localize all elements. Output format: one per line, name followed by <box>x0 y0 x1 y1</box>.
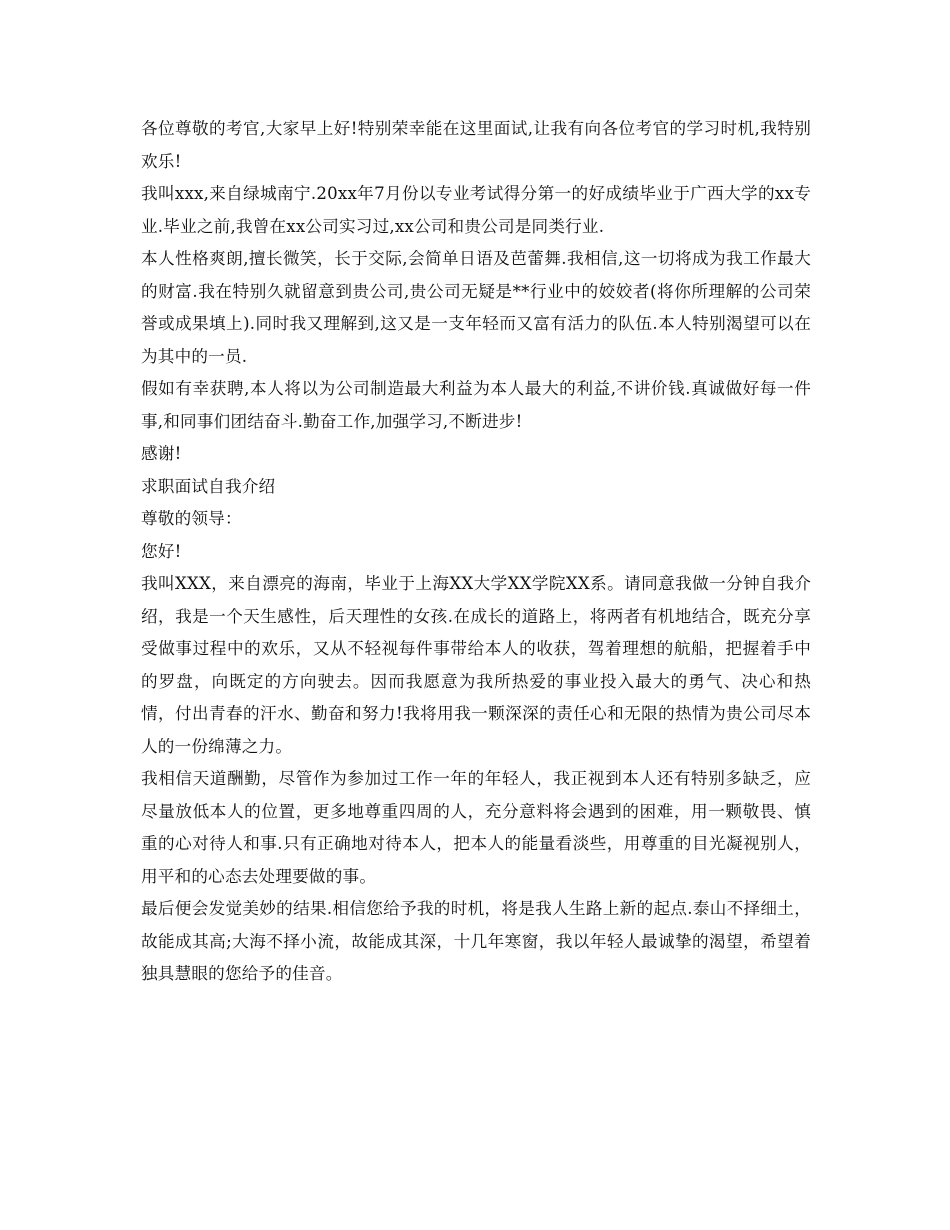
salutation: 尊敬的领导： <box>141 509 242 528</box>
paragraph-thanks: 感谢! <box>141 444 182 463</box>
paragraph-introduction: 我叫XXX，来自漂亮的海南，毕业于上海XX大学XX学院XX系。请同意我做一分钟自我介绍，我是一个天生感性，后天理性的女孩.在成长的道路上，将两者有机地结合，既充分享受做事过程中的欢乐，又从不轻视每件事带给本人的收获，驾着理想的航船，把握着手中的罗盘，向既定的方向驶去。因而我愿意为我所热爱的事业投入最大的勇气、决心和热情，付出青春的汗水、勤奋和努力!我将用我一颗深深的责任心和无限的热情为贵公司尽本人的一份绵薄之力。 <box>141 574 811 756</box>
paragraph-attitude: 我相信天道酬勤，尽管作为参加过工作一年的年轻人，我正视到本人还有特别多缺乏，应尽量放低本人的位置，更多地尊重四周的人，充分意料将会遇到的困难，用一颗敬畏、慎重的心对待人和事.只有正确地对待本人，把本人的能量看淡些，用尊重的目光凝视别人，用平和的心态去处理要做的事。 <box>141 769 811 886</box>
document-body <box>141 113 811 991</box>
paragraph-greeting: 各位尊敬的考官,大家早上好!特别荣幸能在这里面试,让我有向各位考官的学习时机,我特别欢乐! <box>141 119 811 171</box>
greeting-hello: 您好! <box>141 541 182 561</box>
paragraph-background: 我叫xxx,来自绿城南宁.20xx年7月份以专业考试得分第一的好成绩毕业于广西大学的xx专业.毕业之前,我曾在xx公司实习过,xx公司和贵公司是同类行业. <box>141 184 811 236</box>
paragraph-commitment: 假如有幸获聘,本人将以为公司制造最大利益为本人最大的利益,不讲价钱.真诚做好每一件事,和同事们团结奋斗.勤奋工作,加强学习,不断进步! <box>141 379 811 431</box>
paragraph-closing: 最后便会发觉美妙的结果.相信您给予我的时机，将是我人生路上新的起点.泰山不择细土，故能成其高;大海不择小流，故能成其深，十几年寒窗，我以年轻人最诚挚的渴望，希望着独具慧眼的您给予的佳音。 <box>141 899 811 983</box>
section-title: 求职面试自我介绍 <box>141 476 276 496</box>
paragraph-personality: 本人性格爽朗,擅长微笑，长于交际,会简单日语及芭蕾舞.我相信,这一切将成为我工作最大的财富.我在特别久就留意到贵公司,贵公司无疑是**行业中的姣姣者(将你所理解的公司荣誉或成果填上).同时我又理解到,这又是一支年轻而又富有活力的队伍.本人特别渴望可以在为其中的一员. <box>141 249 811 366</box>
